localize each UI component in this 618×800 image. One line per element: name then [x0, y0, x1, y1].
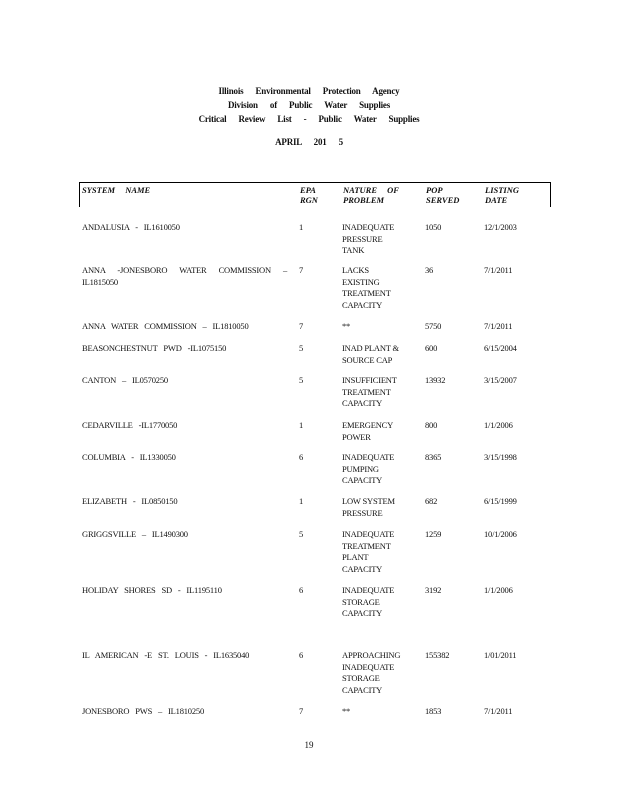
population-served: 800 — [425, 420, 438, 430]
listing-date: 6/15/1999 — [484, 496, 517, 506]
system-name: CANTON – IL0570250 — [82, 375, 168, 385]
epa-region: 6 — [299, 650, 304, 660]
epa-region: 6 — [299, 452, 304, 462]
col-listing-date: LISTING DATE — [485, 185, 520, 205]
page-number: 19 — [304, 740, 314, 750]
population-served: 5750 — [425, 321, 442, 331]
report-date: APRIL 201 5 — [275, 137, 343, 147]
epa-region: 6 — [299, 585, 304, 595]
problem: INADEQUATE TREATMENT PLANT CAPACITY — [342, 529, 395, 574]
system-name: ANNA -JONESBORO WATER COMMISSION – IL1815050 — [82, 265, 287, 287]
col-nature-of-problem: NATURE OF PROBLEM — [343, 185, 399, 205]
listing-date: 7/1/2011 — [484, 265, 513, 275]
system-name: ANNA WATER COMMISSION – IL1810050 — [82, 321, 249, 331]
epa-region: 7 — [299, 265, 304, 275]
system-name: GRIGGSVILLE – IL1490300 — [82, 529, 188, 539]
problem: EMERGENCY POWER — [342, 420, 394, 442]
problem: APPROACHING INADEQUATE STORAGE CAPACITY — [342, 650, 401, 695]
list-title: Critical Review List - Public Water Supplies — [198, 114, 420, 124]
listing-date: 10/1/2006 — [484, 529, 517, 539]
col-pop-served: POP SERVED — [426, 185, 460, 205]
listing-date: 6/15/2004 — [484, 343, 517, 353]
epa-region: 1 — [299, 496, 304, 506]
system-name: JONESBORO PWS – IL1810250 — [82, 706, 204, 716]
table-header — [79, 182, 551, 207]
listing-date: 1/01/2011 — [484, 650, 517, 660]
problem: INAD PLANT & SOURCE CAP — [342, 343, 399, 365]
system-name: ANDALUSIA - IL1610050 — [82, 222, 180, 232]
col-system-name: SYSTEM NAME — [82, 185, 151, 195]
system-name: IL AMERICAN -E ST. LOUIS - IL1635040 — [82, 650, 250, 660]
population-served: 36 — [425, 265, 434, 275]
agency-title: Illinois Environmental Protection Agency — [218, 86, 400, 96]
population-served: 682 — [425, 496, 438, 506]
epa-region: 5 — [299, 529, 304, 539]
problem: LOW SYSTEM PRESSURE — [342, 496, 395, 518]
epa-region: 1 — [299, 420, 304, 430]
col-epa-rgn: EPA RGN — [300, 185, 318, 205]
problem: INADEQUATE PRESSURE TANK — [342, 222, 395, 256]
problem: ** — [342, 706, 351, 716]
listing-date: 3/15/1998 — [484, 452, 517, 462]
system-name: COLUMBIA - IL1330050 — [82, 452, 176, 462]
division-title: Division of Public Water Supplies — [227, 100, 391, 110]
listing-date: 1/1/2006 — [484, 420, 513, 430]
system-name: CEDARVILLE -IL1770050 — [82, 420, 178, 430]
population-served: 1050 — [425, 222, 442, 232]
problem: LACKS EXISTING TREATMENT CAPACITY — [342, 265, 391, 310]
population-served: 8365 — [425, 452, 442, 462]
system-name: BEASONCHESTNUT PWD -IL1075150 — [82, 343, 227, 353]
population-served: 155382 — [425, 650, 450, 660]
epa-region: 5 — [299, 343, 304, 353]
problem: INADEQUATE PUMPING CAPACITY — [342, 452, 395, 486]
problem: INADEQUATE STORAGE CAPACITY — [342, 585, 395, 619]
population-served: 3192 — [425, 585, 442, 595]
epa-region: 7 — [299, 706, 304, 716]
system-name: HOLIDAY SHORES SD - IL1195110 — [82, 585, 222, 595]
problem: INSUFFICIENT TREATMENT CAPACITY — [342, 375, 397, 409]
listing-date: 7/1/2011 — [484, 321, 513, 331]
population-served: 13932 — [425, 375, 446, 385]
listing-date: 12/1/2003 — [484, 222, 517, 232]
system-name: ELIZABETH - IL0850150 — [82, 496, 178, 506]
listing-date: 1/1/2006 — [484, 585, 513, 595]
problem: ** — [342, 321, 351, 331]
population-served: 600 — [425, 343, 438, 353]
epa-region: 5 — [299, 375, 304, 385]
epa-region: 7 — [299, 321, 304, 331]
listing-date: 3/15/2007 — [484, 375, 517, 385]
population-served: 1259 — [425, 529, 442, 539]
epa-region: 1 — [299, 222, 304, 232]
listing-date: 7/1/2011 — [484, 706, 513, 716]
population-served: 1853 — [425, 706, 442, 716]
